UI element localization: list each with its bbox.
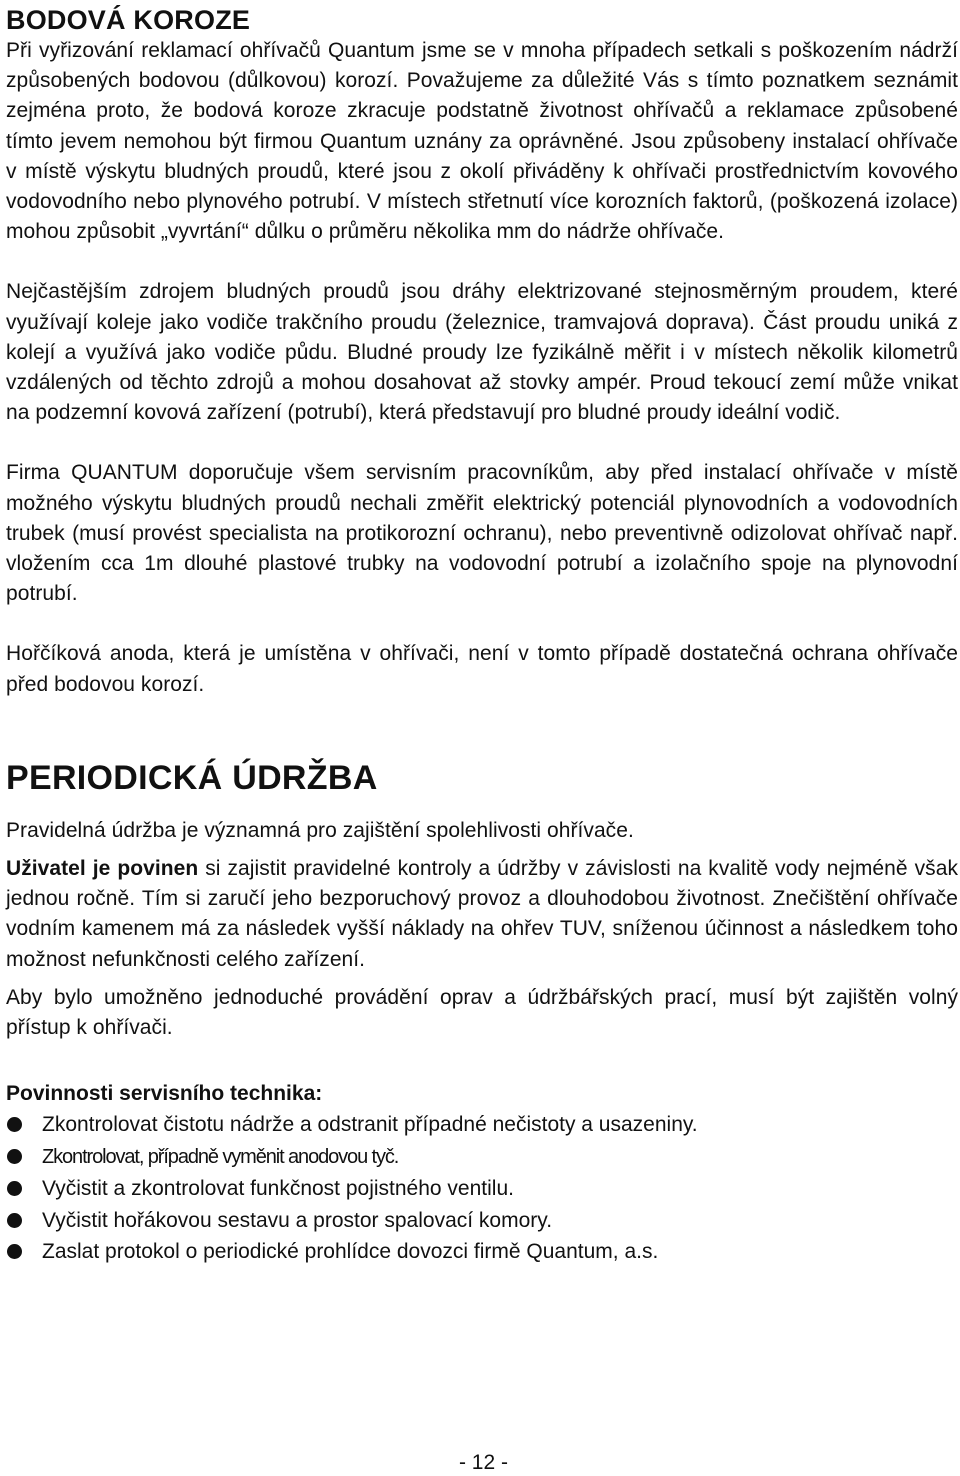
document-page — [6, 0, 958, 1268]
list-item: Vyčistit hořákovou sestavu a prostor spalovací komory. — [6, 1205, 958, 1237]
technician-duties-list — [6, 1109, 958, 1268]
paragraph-maintenance-intro: Pravidelná údržba je významná pro zajištění spolehlivosti ohřívače. — [6, 818, 634, 842]
list-item: Zkontrolovat čistotu nádrže a odstranit případné nečistoty a usazeniny. — [6, 1109, 958, 1141]
paragraph-stray-currents: Nejčastějším zdrojem bludných proudů jsou dráhy elektrizované stejnosměrným proudem, které využívají koleje jako vodiče trakčního proudu (železnice, tramvajová doprava). Část proudu uniká z kolejí a využívá jako vodiče půdu. Bludné proudy lze fyzikálně měřit i v místech několik kilometrů vzdálených od těchto zdrojů a mohou dosahovat až stovky ampér. Proud tekoucí zemí může vnikat na podzemní kovová zařízení (potrubí), která představují pro bludné proudy ideální vodič. — [6, 280, 958, 425]
page-number: - 12 - — [458, 1451, 508, 1474]
list-item: Zkontrolovat, případně vyměnit anodovou tyč. — [6, 1141, 958, 1174]
paragraph-intro: Při vyřizování reklamací ohřívačů Quantum jsme se v mnoha případech setkali s poškozením nádrží způsobených bodovou (důlkovou) korozí. Považujeme za důležité Vás s tímto poznatkem seznámit zejména proto, že bodová koroze zkracuje podstatně životnost ohřívačů a reklamace způsobené tímto jevem nemohou být firmou Quantum uznány za oprávněné. Jsou způsobeny instalací ohřívače v místě výskytu bludných proudů, které jsou z okolí přiváděny k ohřívači prostřednictvím kovového vodovodního nebo plynového potrubí. V místech střetnutí více korozních faktorů, (poškozená izolace) mohou způsobit „vyvrtání“ důlku o průměru několika mm do nádrže ohřívače. — [6, 39, 958, 244]
section-title-bodova-koroze: BODOVÁ KOROZE — [6, 5, 251, 35]
paragraph-access: Aby bylo umožněno jednoduché provádění oprav a údržbářských prací, musí být zajištěn volný přístup k ohřívači. — [6, 985, 958, 1040]
page-footer — [0, 1450, 960, 1476]
user-duty-bold: Uživatel je povinen — [6, 857, 199, 881]
section-title-periodicka-udrzba: PERIODICKÁ ÚDRŽBA — [6, 758, 378, 797]
paragraph-user-duty — [6, 854, 958, 975]
user-duty-text: si zajistit pravidelné kontroly a údržby v závislosti na kvalitě vody nejméně však jednou ročně. Tím si zaručí jeho bezporuchový provoz a dlouhodobou životnost. Znečištění ohřívače vodním kamenem má za následek vyšší náklady na ohřev TUV, sníženou účinnost a následkem toho možnost nefunkčnosti celého zařízení. — [6, 857, 958, 971]
list-item: Vyčistit a zkontrolovat funkčnost pojistného ventilu. — [6, 1173, 958, 1205]
bullet-icon — [7, 1117, 22, 1132]
bullet-icon — [7, 1181, 22, 1196]
paragraph-recommendation: Firma QUANTUM doporučuje všem servisním pracovníkům, aby před instalací ohřívače v místě možného výskytu bludných proudů nechali změřit elektrický potenciál plynovodních a vodovodních trubek (musí provést specialista na protikorozní ochranu), nebo preventivně odizolovat ohřívač např. vložením cca 1m dlouhé plastové trubky na vodovodní potrubí a izolačního spoje na plynovodní potrubí. — [6, 461, 958, 606]
bullet-icon — [7, 1149, 22, 1164]
bullet-icon — [7, 1244, 22, 1259]
bullet-icon — [7, 1213, 22, 1228]
list-item: Zaslat protokol o periodické prohlídce dovozci firmě Quantum, a.s. — [6, 1236, 958, 1268]
paragraph-anode: Hořčíková anoda, která je umístěna v ohřívači, není v tomto případě dostatečná ochrana ohřívače před bodovou korozí. — [6, 642, 958, 696]
technician-duties-title: Povinnosti servisního technika: — [6, 1082, 323, 1106]
